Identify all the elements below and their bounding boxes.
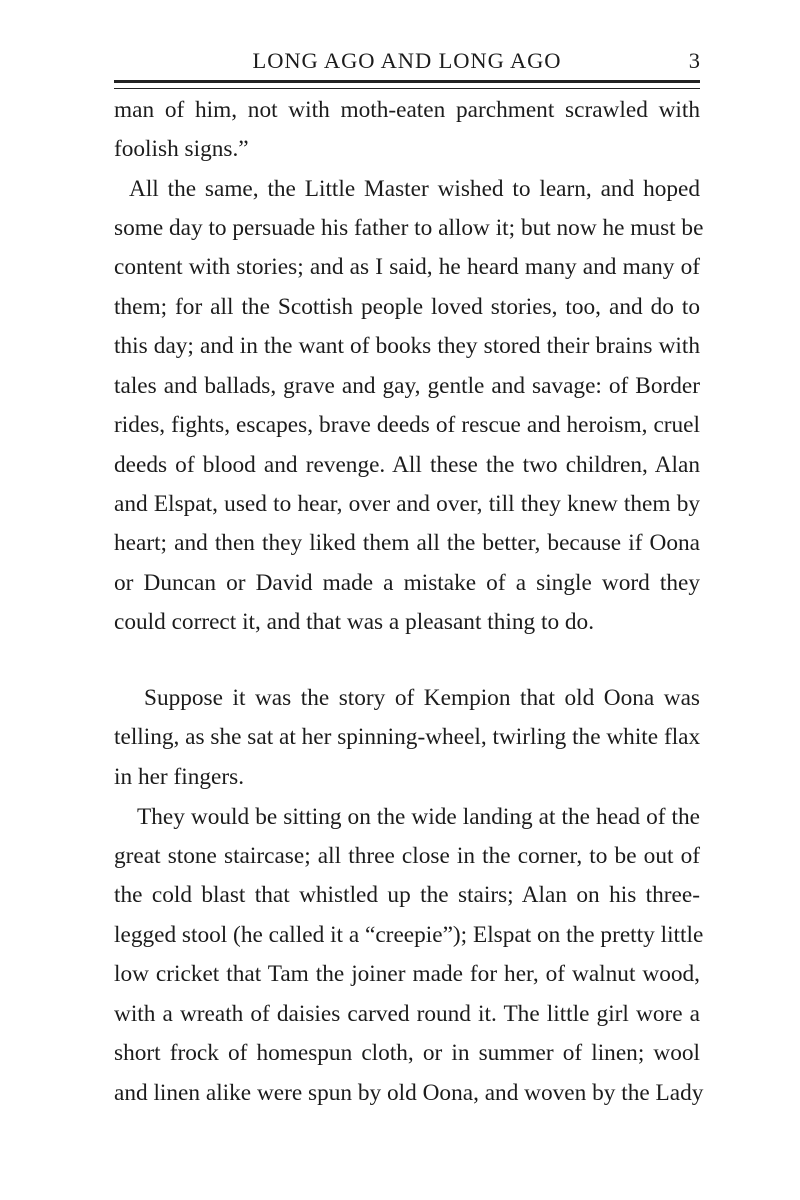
running-title: LONG AGO AND LONG AGO — [252, 48, 562, 73]
page-number: 3 — [688, 48, 700, 73]
text-line: They would be sitting on the wide landing at the head of the — [137, 804, 700, 830]
text-line: Suppose it was the story of Kempion that old Oona was — [144, 685, 700, 711]
text-line: foolish signs.” — [114, 136, 249, 162]
text-line: some day to persuade his father to allow it; but now he must be — [114, 215, 704, 241]
text-line: and linen alike were spun by old Oona, and woven by the Lady — [114, 1080, 704, 1106]
text-line: rides, fights, escapes, brave deeds of rescue and heroism, cruel — [114, 412, 700, 438]
text-line: them; for all the Scottish people loved stories, too, and do to — [114, 294, 700, 320]
text-line: this day; and in the want of books they stored their brains with — [114, 333, 700, 359]
text-line: could correct it, and that was a pleasant thing to do. — [114, 609, 595, 635]
text-line: telling, as she sat at her spinning-wheel, twirling the white flax — [114, 724, 701, 750]
text-line: man of him, not with moth-eaten parchment scrawled with — [114, 97, 700, 123]
text-line: tales and ballads, grave and gay, gentle and savage: of Border — [114, 373, 700, 399]
header-double-rule — [114, 80, 700, 89]
text-line: low cricket that Tam the joiner made for her, of walnut wood, — [114, 961, 700, 987]
text-line: or Duncan or David made a mistake of a single word they — [114, 570, 700, 596]
running-head — [114, 45, 700, 79]
text-line: great stone staircase; all three close in the corner, to be out of — [114, 843, 700, 869]
text-line: with a wreath of daisies carved round it. The little girl wore a — [114, 1001, 700, 1027]
text-line: content with stories; and as I said, he heard many and many of — [114, 254, 700, 280]
text-line: heart; and then they liked them all the better, because if Oona — [114, 530, 700, 556]
text-line: and Elspat, used to hear, over and over, till they knew them by — [114, 491, 700, 517]
text-line: the cold blast that whistled up the stairs; Alan on his three- — [114, 882, 700, 908]
text-line: legged stool (he called it a “creepie”); Elspat on the pretty little — [114, 922, 704, 948]
text-line: deeds of blood and revenge. All these the two children, Alan — [114, 452, 700, 478]
text-line: All the same, the Little Master wished to learn, and hoped — [129, 176, 700, 202]
text-line: short frock of homespun cloth, or in summer of linen; wool — [114, 1040, 700, 1066]
text-line: in her fingers. — [114, 764, 245, 790]
